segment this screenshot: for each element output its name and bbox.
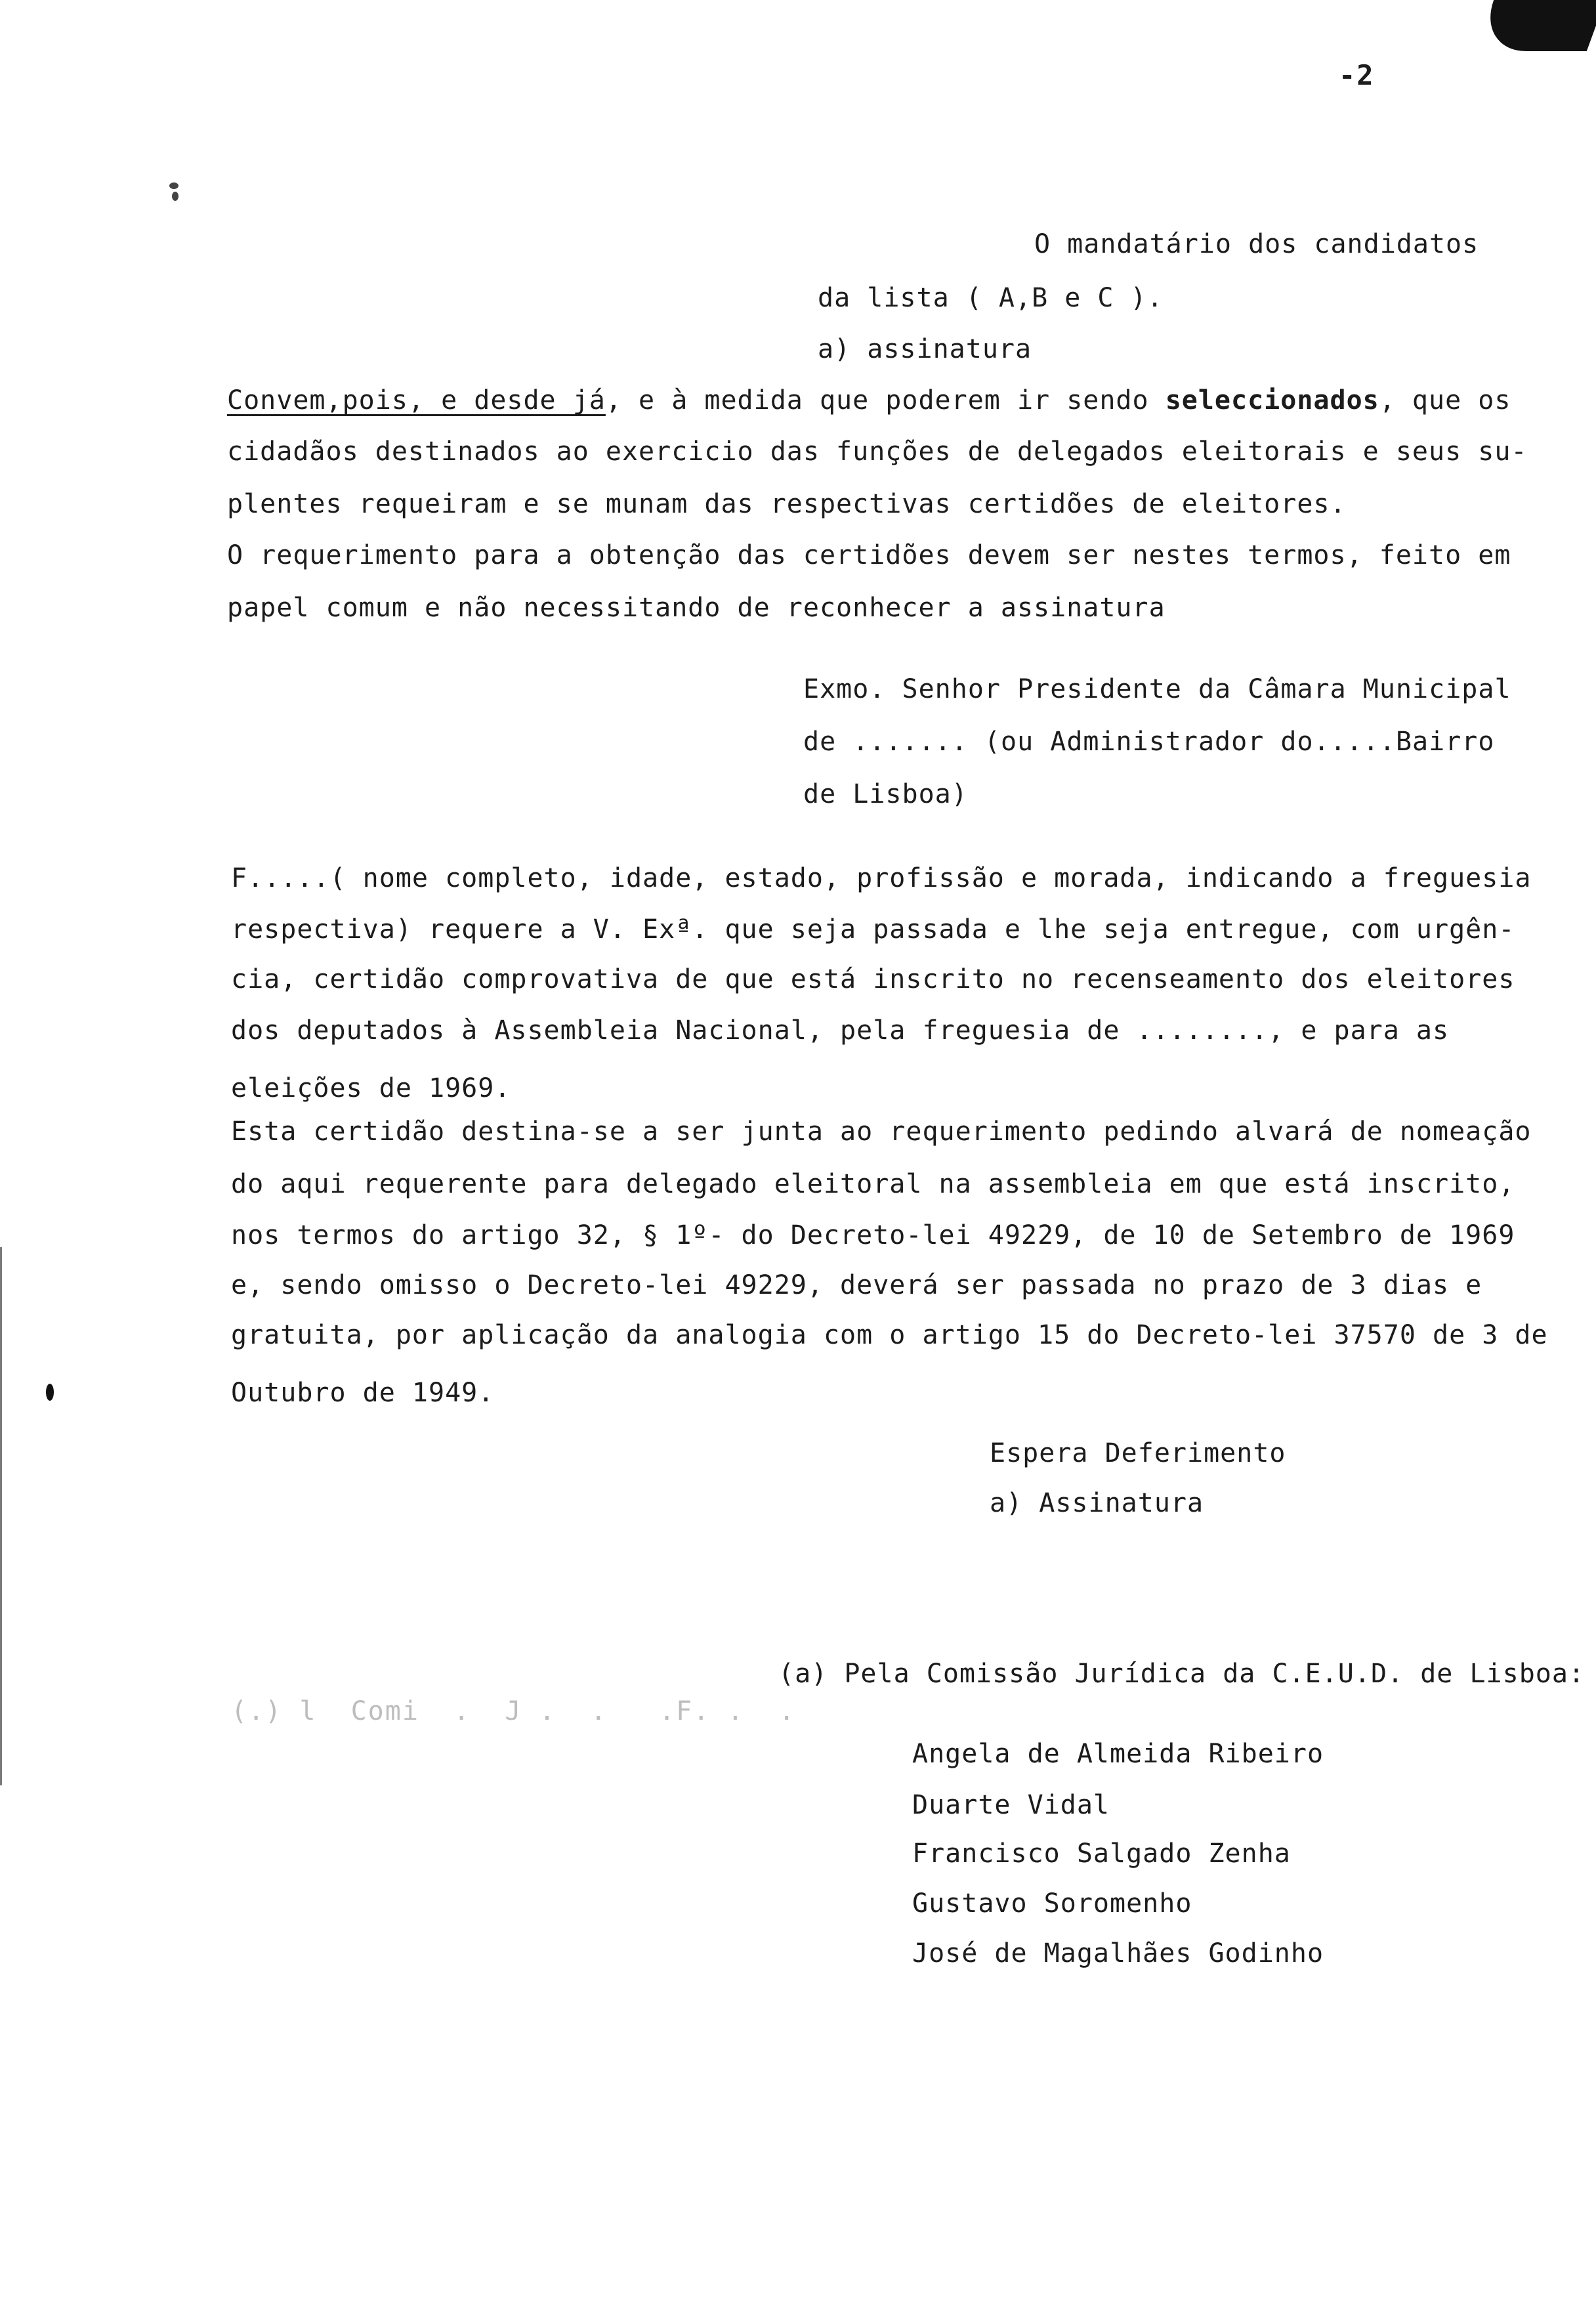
commission-member: Angela de Almeida Ribeiro (912, 1739, 1324, 1769)
text-run: , e à medida que poderem ir sendo (605, 385, 1166, 415)
paragraph-line: papel comum e não necessitando de reconhecer a assinatura (227, 593, 1166, 623)
paragraph-line: plentes requeiram e se munam das respectivas certidões de eleitores. (227, 489, 1347, 519)
text-run: , que os (1379, 385, 1511, 415)
request-line: Outubro de 1949. (231, 1378, 495, 1408)
address-line: Exmo. Senhor Presidente da Câmara Municipal (803, 674, 1511, 704)
commission-member: Gustavo Soromenho (912, 1888, 1192, 1919)
ink-speck (172, 192, 178, 201)
address-line: de ....... (ou Administrador do.....Bairro (803, 727, 1495, 757)
request-line: cia, certidão comprovativa de que está inscrito no recenseamento dos eleitores (231, 964, 1515, 994)
request-line: respectiva) requere a V. Exª. que seja passada e lhe seja entregue, com urgên- (231, 914, 1515, 945)
page-edge-mark (0, 1247, 2, 1785)
request-line: dos deputados à Assembleia Nacional, pela freguesia de ........, e para as (231, 1015, 1450, 1046)
ink-speck (169, 182, 178, 189)
closing-line: Espera Deferimento (990, 1438, 1286, 1468)
request-line: gratuita, por aplicação da analogia com o artigo 15 do Decreto-lei 37570 de 3 de (231, 1320, 1548, 1350)
request-line: eleições de 1969. (231, 1073, 511, 1103)
commission-member: Duarte Vidal (912, 1790, 1110, 1820)
request-line: F.....( nome completo, idade, estado, profissão e morada, indicando a freguesia (231, 863, 1532, 893)
page-number: -2 (1339, 59, 1375, 91)
request-line: e, sendo omisso o Decreto-lei 49229, deverá ser passada no prazo de 3 dias e (231, 1270, 1482, 1300)
signature-line: O mandatário dos candidatos (1034, 229, 1479, 259)
signature-line: a) assinatura (818, 334, 1032, 364)
closing-line: a) Assinatura (990, 1488, 1204, 1518)
commission-heading: (a) Pela Comissão Jurídica da C.E.U.D. de Lisboa: (778, 1659, 1586, 1689)
underlined-phrase: Convem,pois, e desde já (227, 385, 606, 415)
paragraph-line (227, 385, 1511, 416)
paragraph-line: cidadãos destinados ao exercicio das funções de delegados eleitorais e seus su- (227, 437, 1528, 467)
bold-word: seleccionados (1165, 385, 1379, 415)
address-line: de Lisboa) (803, 779, 968, 809)
request-line: nos termos do artigo 32, § 1º- do Decreto-lei 49229, de 10 de Setembro de 1969 (231, 1220, 1515, 1250)
commission-member: José de Magalhães Godinho (912, 1938, 1324, 1969)
request-line: do aqui requerente para delegado eleitoral na assembleia em que está inscrito, (231, 1169, 1515, 1199)
signature-line: da lista ( A,B e C ). (818, 283, 1164, 313)
ink-speck (46, 1384, 54, 1401)
request-line: Esta certidão destina-se a ser junta ao requerimento pedindo alvará de nomeação (231, 1117, 1532, 1147)
paragraph-line: O requerimento para a obtenção das certidões devem ser nestes termos, feito em (227, 540, 1511, 570)
faded-offset-text: (.) l Comi . J . . .F. . . (231, 1696, 796, 1726)
commission-member: Francisco Salgado Zenha (912, 1839, 1291, 1869)
ink-blot-corner (1475, 0, 1596, 51)
